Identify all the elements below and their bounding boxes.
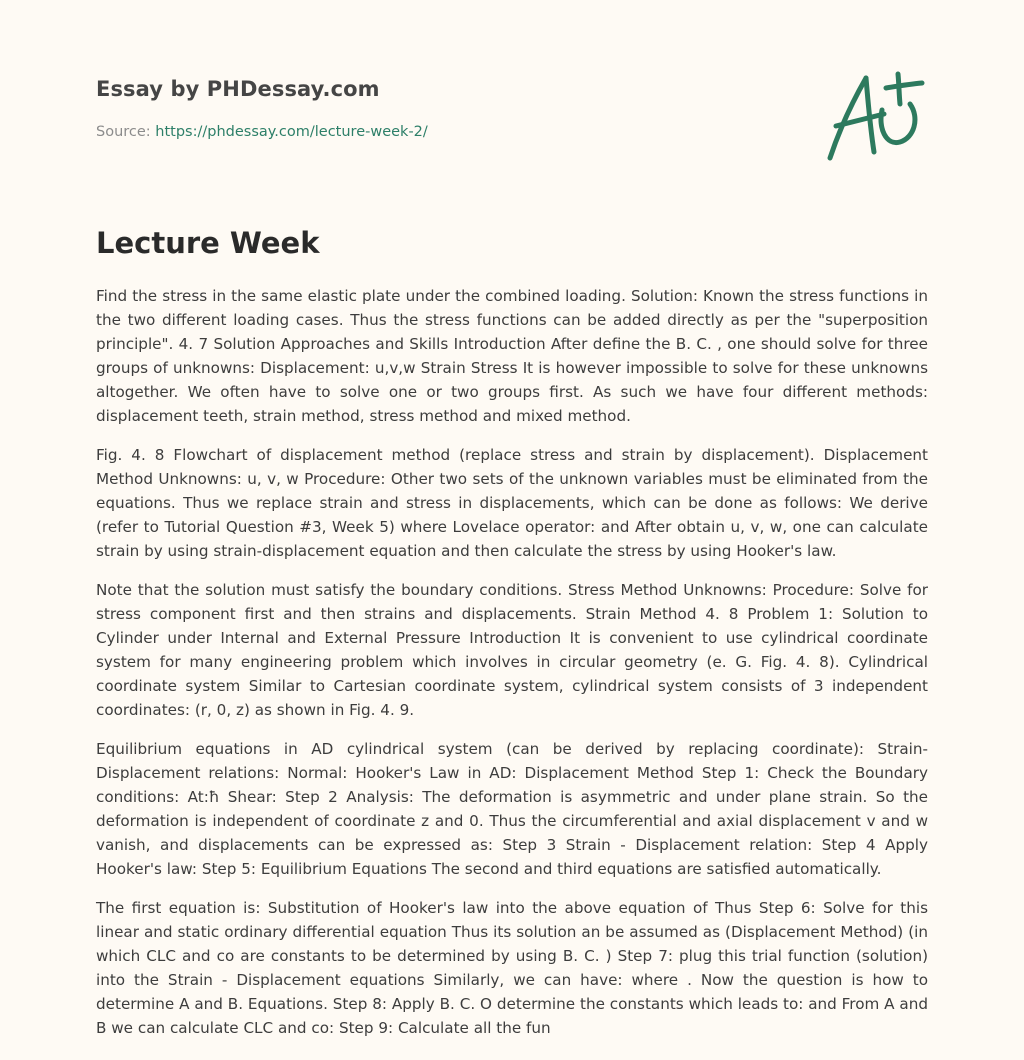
site-title: Essay by PHDessay.com — [96, 77, 380, 101]
source-label: Source: — [96, 124, 156, 140]
page-title: Lecture Week — [96, 226, 320, 260]
a-plus-logo-icon — [822, 68, 928, 164]
source-line — [96, 124, 428, 140]
paragraph: Equilibrium equations in AD cylindrical system (can be derived by replacing coordinate): Strain-Displacement relations: Normal: Hooker's Law in AD: Displacement Method Step 1: Check the Boundary conditions: At:ħ Shear: Step 2 Analysis: The deformation is asymmetric and under plane strain. So the deformation is independent of coordinate z and 0. Thus the circumferential and axial displacement v and w vanish, and displacements can be expressed as: Step 3 Strain - Displacement relation: Step 4 Apply Hooker's law: Step 5: Equilibrium Equations The second and third equations are satisfied automatically. — [96, 740, 928, 878]
source-link[interactable]: https://phdessay.com/lecture-week-2/ — [155, 124, 428, 140]
paragraph: Fig. 4. 8 Flowchart of displacement method (replace stress and strain by displacement). Displacement Method Unknowns: u, v, w Procedure: Other two sets of the unknown variables must be eliminated from the equations. Thus we replace strain and stress in displacements, which can be done as follows: We derive (refer to Tutorial Question #3, Week 5) where Lovelace operator: and After obtain u, v, w, one can calculate strain by using strain-displacement equation and then calculate the stress by using Hooker's law. — [96, 446, 928, 560]
paragraph: Find the stress in the same elastic plate under the combined loading. Solution: Known the stress functions in the two different loading cases. Thus the stress functions can be added directly as per the "superposition principle". 4. 7 Solution Approaches and Skills Introduction After define the B. C. , one should solve for three groups of unknowns: Displacement: u,v,w Strain Stress It is however impossible to solve for these unknowns altogether. We often have to solve one or two groups first. As such we have four different methods: displacement teeth, strain method, stress method and mixed method. — [96, 287, 928, 425]
paragraph: Note that the solution must satisfy the boundary conditions. Stress Method Unknowns: Procedure: Solve for stress component first and then strains and displacements. Strain Method 4. 8 Problem 1: Solution to Cylinder under Internal and External Pressure Introduction It is convenient to use cylindrical coordinate system for many engineering problem which involves in circular geometry (e. G. Fig. 4. 8). Cylindrical coordinate system Similar to Cartesian coordinate system, cylindrical system consists of 3 independent coordinates: (r, 0, z) as shown in Fig. 4. 9. — [96, 581, 928, 719]
article-body — [96, 284, 928, 1055]
paragraph: The first equation is: Substitution of Hooker's law into the above equation of Thus Step 6: Solve for this linear and static ordinary differential equation Thus its solution an be assumed as (Displacement Method) (in which CLC and co are constants to be determined by using B. C. ) Step 7: plug this trial function (solution) into the Strain - Displacement equations Similarly, we can have: where . Now the question is how to determine A and B. Equations. Step 8: Apply B. C. O determine the constants which leads to: and From A and B we can calculate CLC and co: Step 9: Calculate all the fun — [96, 899, 928, 1037]
